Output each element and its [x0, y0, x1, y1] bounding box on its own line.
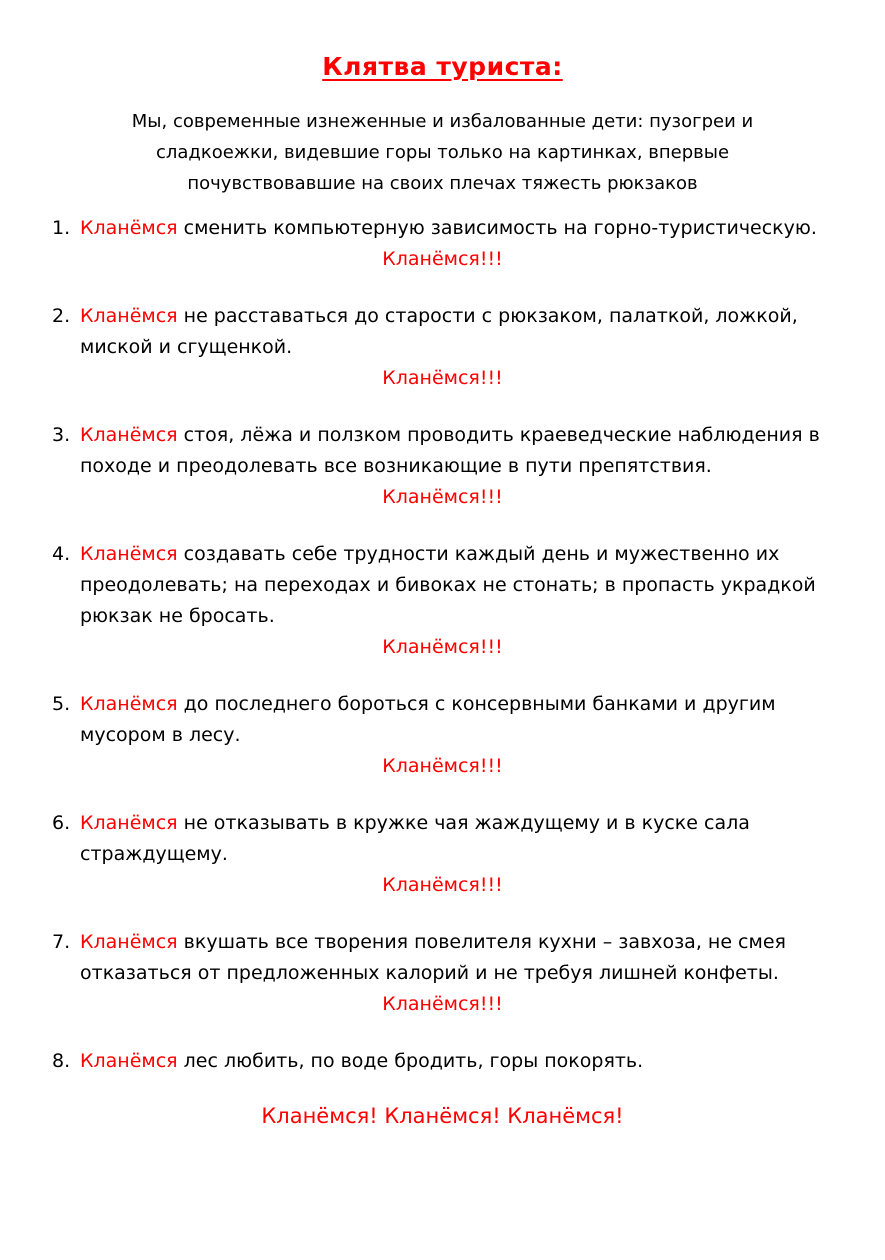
item-number: 3.	[52, 424, 71, 446]
item-number: 4.	[52, 543, 71, 565]
item-keyword: Кланёмся	[80, 931, 178, 953]
item-body: не расставаться до старости с рюкзаком, палаткой, ложкой, миской и сгущенкой.	[80, 305, 798, 358]
oath-item	[0, 808, 885, 901]
item-response: Кланёмся!!!	[382, 993, 503, 1015]
item-body: не отказывать в кружке чая жаждущему и в куске сала страждущему.	[80, 812, 750, 865]
item-body: лес любить, по воде бродить, горы покорять.	[177, 1050, 644, 1072]
item-text	[80, 927, 840, 989]
item-keyword: Кланёмся	[80, 1050, 178, 1072]
item-response: Кланёмся!!!	[382, 248, 503, 270]
item-text	[80, 689, 840, 751]
item-number: 1.	[52, 217, 71, 239]
item-response: Кланёмся!!!	[382, 874, 503, 896]
item-number: 7.	[52, 931, 71, 953]
oath-list	[0, 213, 885, 1077]
item-body: до последнего бороться с консервными банками и другим мусором в лесу.	[80, 693, 776, 746]
oath-item	[0, 689, 885, 782]
item-response: Кланёмся!!!	[382, 636, 503, 658]
item-body: вкушать все творения повелителя кухни – завхоза, не смея отказаться от предложенных калорий и не требуя лишней конфеты.	[80, 931, 786, 984]
item-text	[80, 420, 840, 482]
item-number: 6.	[52, 812, 71, 834]
item-text	[80, 213, 840, 244]
item-text	[80, 1046, 840, 1077]
item-text	[80, 539, 840, 632]
item-text	[80, 808, 840, 870]
item-number: 2.	[52, 305, 71, 327]
item-body: сменить компьютерную зависимость на горно-туристическую.	[177, 217, 817, 239]
item-body: стоя, лёжа и ползком проводить краеведческие наблюдения в походе и преодолевать все возникающие в пути препятствия.	[80, 424, 820, 477]
item-number: 5.	[52, 693, 71, 715]
page-title: Клятва туриста:	[322, 52, 563, 81]
final-response: Кланёмся! Кланёмся! Кланёмся!	[261, 1104, 624, 1128]
item-keyword: Кланёмся	[80, 217, 178, 239]
item-number: 8.	[52, 1050, 71, 1072]
oath-item	[0, 420, 885, 513]
item-body: создавать себе трудности каждый день и мужественно их преодолевать; на переходах и бивоках не стонать; в пропасть украдкой рюкзак не бросать.	[80, 543, 816, 627]
oath-item	[0, 927, 885, 1020]
item-response: Кланёмся!!!	[382, 367, 503, 389]
item-keyword: Кланёмся	[80, 543, 178, 565]
item-text	[80, 301, 840, 363]
item-keyword: Кланёмся	[80, 424, 178, 446]
item-response: Кланёмся!!!	[382, 486, 503, 508]
item-keyword: Кланёмся	[80, 305, 178, 327]
oath-item	[0, 213, 885, 275]
oath-item	[0, 539, 885, 663]
oath-item	[0, 301, 885, 394]
oath-item	[0, 1046, 885, 1077]
intro-paragraph: Мы, современные изнеженные и избалованные дети: пузогреи и сладкоежки, видевшие горы только на картинках, впервые почувствовавшие на своих плечах тяжесть рюкзаков	[131, 111, 754, 194]
item-keyword: Кланёмся	[80, 693, 178, 715]
item-keyword: Кланёмся	[80, 812, 178, 834]
item-response: Кланёмся!!!	[382, 755, 503, 777]
